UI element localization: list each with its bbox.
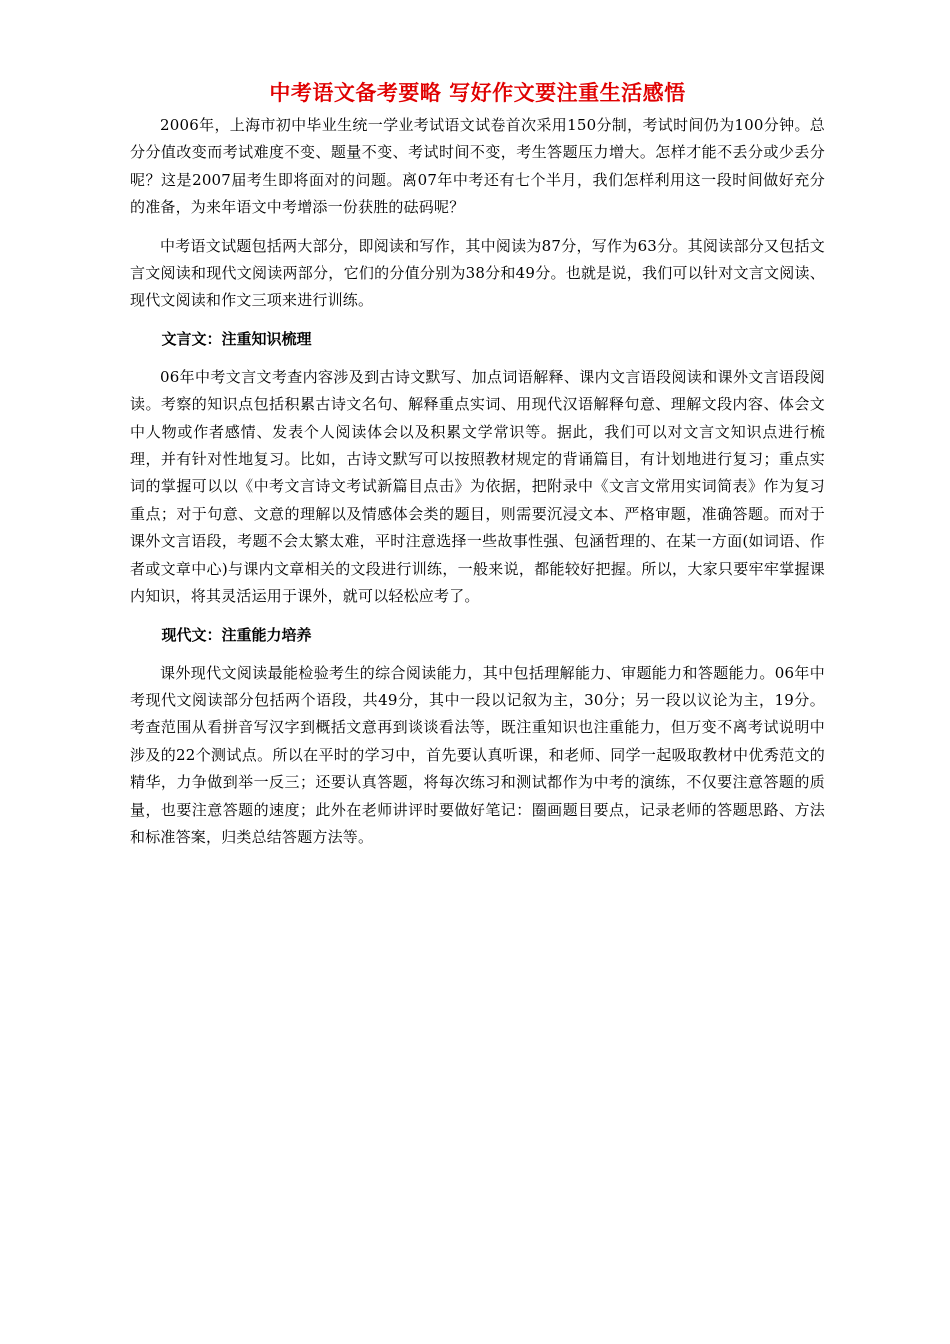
section-heading-classical: 文言文：注重知识梳理 [161, 329, 312, 348]
document-page [130, 78, 825, 862]
intro-paragraph-1: 2006年，上海市初中毕业生统一学业考试语文试卷首次采用150分制，考试时间仍为100分钟。总分分值改变而考试难度不变、题量不变、考试时间不变，考生答题压力增大。怎样才能不丢分或少丢分呢？这是2007届考生即将面对的问题。离07年中考还有七个半月，我们怎样利用这一段时间做好充分的准备，为来年语文中考增添一份获胜的砝码呢？ [130, 116, 825, 217]
intro-paragraph-2: 中考语文试题包括两大部分，即阅读和写作，其中阅读为87分，写作为63分。其阅读部分又包括文言文阅读和现代文阅读两部分，它们的分值分别为38分和49分。也就是说，我们可以针对文言文阅读、现代文阅读和作文三项来进行训练。 [130, 236, 825, 310]
section-text-classical: 06年中考文言文考查内容涉及到古诗文默写、加点词语解释、课内文言语段阅读和课外文言语段阅读。考察的知识点包括积累古诗文名句、解释重点实词、用现代汉语解释句意、理解文段内容、体会文中人物或作者感情、发表个人阅读体会以及积累文学常识等。据此，我们可以对文言文知识点进行梳理，并有针对性地复习。比如，古诗文默写可以按照教材规定的背诵篇目，有计划地进行复习；重点实词的掌握可以以《中考文言诗文考试新篇目点击》为依据，把附录中《文言文常用实词简表》作为复习重点；对于句意、文意的理解以及情感体会类的题目，则需要沉浸文本、严格审题，准确答题。而对于课外文言语段，考题不会太繁太难，平时注意选择一些故事性强、包涵哲理的、在某一方面(如词语、作者或文章中心)与课内文章相关的文段进行训练，一般来说，都能较好把握。所以，大家只要牢牢掌握课内知识，将其灵活运用于课外，就可以轻松应考了。 [130, 367, 825, 606]
document-title: 中考语文备考要略 写好作文要注重生活感悟 [269, 81, 686, 105]
section-text-modern: 课外现代文阅读最能检验考生的综合阅读能力，其中包括理解能力、审题能力和答题能力。06年中考现代文阅读部分包括两个语段，共49分，其中一段以记叙为主，30分；另一段以议论为主，19分。考查范围从看拼音写汉字到概括文意再到谈谈看法等，既注重知识也注重能力，但万变不离考试说明中涉及的22个测试点。所以在平时的学习中，首先要认真听课，和老师、同学一起吸取教材中优秀范文的精华，力争做到举一反三；还要认真答题，将每次练习和测试都作为中考的演练，不仅要注意答题的质量，也要注意答题的速度；此外在老师讲评时要做好笔记：圈画题目要点，记录老师的答题思路、方法和标准答案，归类总结答题方法等。 [130, 663, 825, 846]
section-heading-modern: 现代文：注重能力培养 [161, 625, 312, 644]
